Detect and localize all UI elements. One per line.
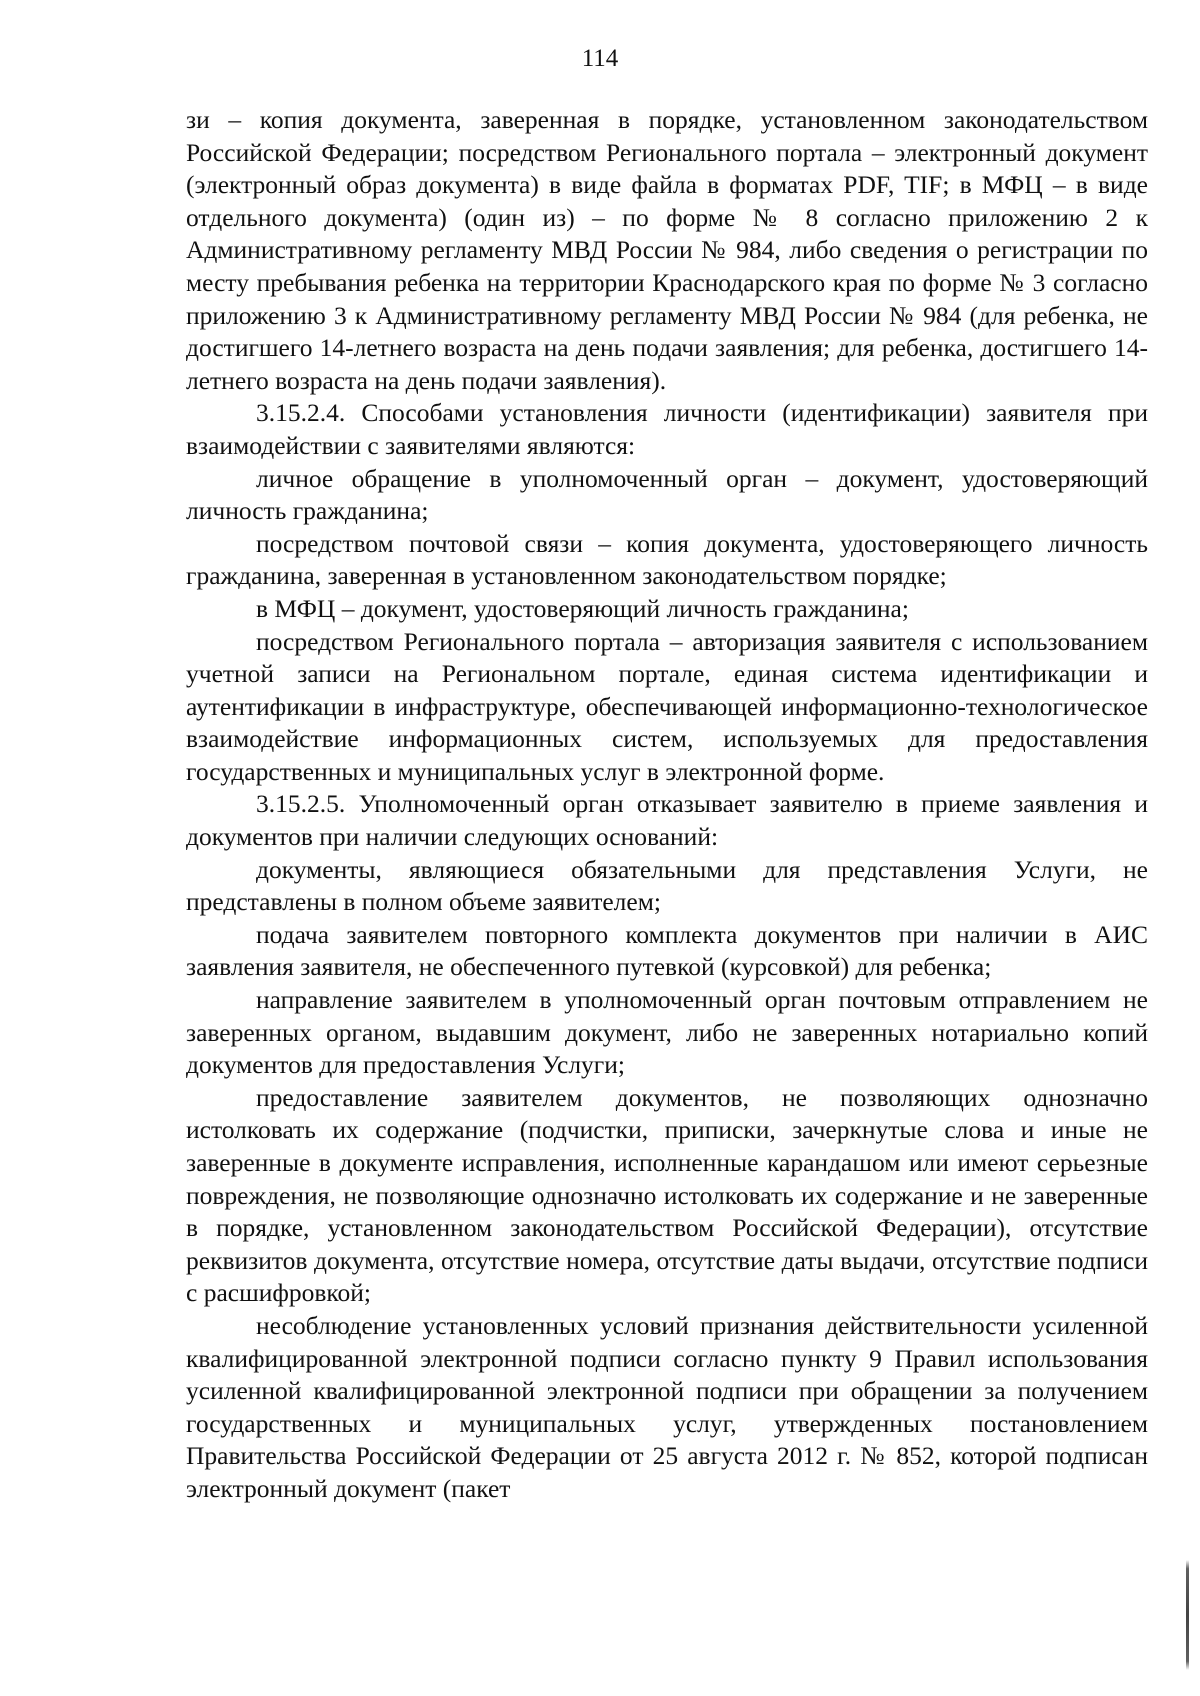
paragraph-incomplete-documents: документы, являющиеся обязательными для представления Услуги, не представлены в полном объеме заявителем; <box>186 854 1148 917</box>
paragraph-personal-visit: личное обращение в уполномоченный орган – документ, удостоверяющий личность гражданина; <box>186 463 1148 526</box>
paragraph-identification-methods: 3.15.2.4. Способами установления личности (идентификации) заявителя при взаимодействии с заявителями являются: <box>186 398 1148 460</box>
page-number: 114 <box>581 45 619 72</box>
paragraph-signature-validity: несоблюдение установленных условий признания действительности усиленной квалифицированной электронной подписи согласно пункту 9 Правил использования усиленной квалифицированной электронной подписи при обращении за получением государственных и муниципальных услуг, утвержденных постановлением Правительства Российской Федерации от 25 августа 2012 г. № 852, которой подписан электронный документ (пакет <box>186 1310 1148 1503</box>
paragraph-refusal-grounds: 3.15.2.5. Уполномоченный орган отказывает заявителю в приеме заявления и документов при наличии следующих оснований: <box>186 789 1148 852</box>
paragraph-continuation: зи – копия документа, заверенная в порядке, установленном законодательством Российской Федерации; посредством Регионального портала – электронный документ (электронный образ документа) в виде файла в форматах PDF, TIF; в МФЦ – в виде отдельного документа) (один из) – по форме № 8 согласно приложению 2 к Административному регламенту МВД России № 984, либо сведения о регистрации по месту пребывания ребенка на территории Краснодарского края по форме № 3 согласно приложению 3 к Административному регламенту МВД России № 984 (для ребенка, не достигшего 14-летнего возраста на день подачи заявления; для ребенка, достигшего 14-летнего возраста на день подачи заявления). <box>186 105 1148 395</box>
paragraph-uncertified-copies: направление заявителем в уполномоченный орган почтовым отправлением не заверенных органом, выдавшим документ, либо не заверенных нотариально копий документов для предоставления Услуги; <box>186 985 1148 1080</box>
paragraph-mfc: в МФЦ – документ, удостоверяющий личность гражданина; <box>256 593 909 623</box>
scan-edge-mark <box>1186 1560 1189 1670</box>
paragraph-repeated-submission: подача заявителем повторного комплекта документов при наличии в АИС заявления заявителя, не обеспеченного путевкой (курсовкой) для ребенка; <box>186 919 1148 982</box>
document-body <box>186 104 1148 1506</box>
paragraph-regional-portal: посредством Регионального портала – авторизация заявителя с использованием учетной записи на Региональном портале, единая система идентификации и аутентификации в инфраструктуре, обеспечивающей информационно-технологическое взаимодействие информационных систем, используемых для предоставления государственных и муниципальных услуг в электронной форме. <box>186 626 1148 786</box>
paragraph-postal: посредством почтовой связи – копия документа, удостоверяющего личность гражданина, заверенная в установленном законодательством порядке; <box>186 528 1148 591</box>
paragraph-illegible-documents: предоставление заявителем документов, не позволяющих однозначно истолковать их содержание (подчистки, приписки, зачеркнутые слова и иные не заверенные в документе исправления, исполненные карандашом или имеют серьезные повреждения, не позволяющие однозначно истолковать их содержание и не заверенные в порядке, установленном законодательством Российской Федерации), отсутствие реквизитов документа, отсутствие номера, отсутствие даты выдачи, отсутствие подписи с расшифровкой; <box>186 1082 1148 1308</box>
